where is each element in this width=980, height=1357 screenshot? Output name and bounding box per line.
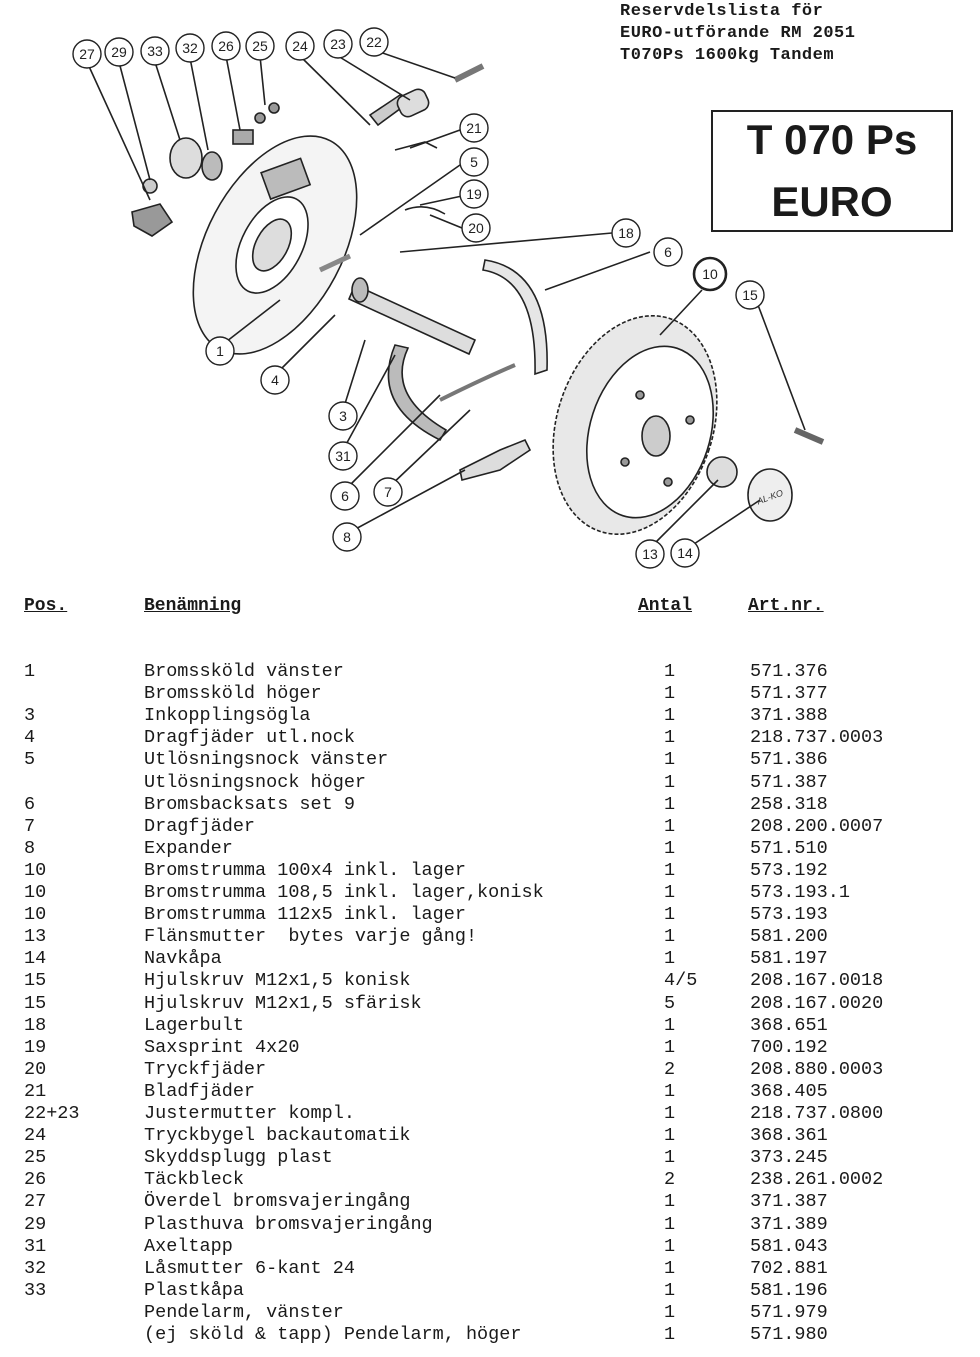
- cell-name: Axeltapp: [144, 1235, 233, 1257]
- callout-number: 31: [335, 448, 351, 464]
- cell-pos: 20: [24, 1058, 47, 1080]
- callout-number: 1: [216, 343, 224, 359]
- callout-number: 29: [111, 44, 127, 60]
- cell-qty: 1: [664, 683, 676, 705]
- cell-pos: 1: [24, 661, 36, 682]
- table-row: [0, 904, 980, 926]
- cell-art: 571.387: [750, 771, 828, 793]
- table-row: [0, 1191, 980, 1213]
- callout-number: 14: [677, 545, 693, 561]
- cell-name: Inkopplingsögla: [144, 705, 311, 727]
- table-row: [0, 993, 980, 1015]
- cell-name: Bromssköld höger: [144, 683, 322, 705]
- cell-pos: 10: [24, 859, 47, 881]
- cell-name: Skyddsplugg plast: [144, 1147, 333, 1169]
- callout-number: 33: [147, 43, 163, 59]
- cell-pos: 7: [24, 815, 36, 837]
- header-title-line-2: EURO-utförande RM 2051: [620, 24, 856, 43]
- table-row: [0, 1059, 980, 1081]
- cell-qty: 1: [664, 926, 676, 948]
- cell-name: Täckbleck: [144, 1169, 244, 1191]
- callout-number: 8: [343, 529, 351, 545]
- callout-number: 26: [218, 38, 234, 54]
- cell-pos: 13: [24, 926, 47, 948]
- table-row: [0, 727, 980, 749]
- cell-qty: 1: [664, 1103, 676, 1124]
- table-row: [0, 1214, 980, 1236]
- callout-number: 20: [468, 220, 484, 236]
- cell-qty: 1: [664, 948, 676, 970]
- header-title-line-1: Reservdelslista för: [620, 2, 824, 21]
- table-row: [0, 816, 980, 838]
- cell-pos: 10: [24, 882, 47, 903]
- cell-qty: 1: [664, 1191, 676, 1213]
- callout-number: 4: [271, 372, 279, 388]
- cell-name: Expander: [144, 837, 233, 859]
- model-name: T 070 Ps: [746, 116, 918, 163]
- cell-pos: 15: [24, 992, 47, 1014]
- cell-qty: 1: [664, 1080, 676, 1102]
- cell-name: Dragfjäder: [144, 815, 256, 837]
- cell-pos: 29: [24, 1213, 47, 1235]
- cell-name: Bromstrumma 108,5 inkl. lager,konisk: [144, 882, 544, 903]
- cell-pos: 27: [24, 1191, 47, 1213]
- cell-qty: 1: [664, 837, 676, 859]
- cell-name: Låsmutter 6-kant 24: [144, 1257, 355, 1279]
- cell-pos: 33: [24, 1279, 47, 1301]
- cell-name: (ej sköld & tapp) Pendelarm, höger: [144, 1324, 522, 1345]
- cell-art: 218.737.0003: [750, 727, 884, 749]
- table-row: [0, 1147, 980, 1169]
- cell-pos: 14: [24, 948, 47, 970]
- cell-pos: 6: [24, 793, 36, 815]
- cell-pos: 24: [24, 1125, 47, 1147]
- cell-name: Utlösningsnock vänster: [144, 749, 389, 771]
- cell-art: 371.388: [750, 705, 828, 727]
- cell-name: Tryckbygel backautomatik: [144, 1125, 411, 1147]
- cell-pos: 3: [24, 705, 36, 727]
- cell-qty: 1: [664, 1147, 676, 1169]
- cell-name: Plasthuva bromsvajeringång: [144, 1213, 433, 1235]
- table-row: [0, 1081, 980, 1103]
- cell-pos: 19: [24, 1036, 47, 1058]
- cell-art: 371.387: [750, 1191, 828, 1213]
- cell-name: Hjulskruv M12x1,5 sfärisk: [144, 992, 422, 1014]
- cable-entry-part: [132, 204, 172, 236]
- cell-qty: 1: [664, 1324, 676, 1345]
- callout-number: 22: [366, 34, 382, 50]
- column-header-pos: Pos.: [24, 596, 68, 616]
- cell-qty: 1: [664, 793, 676, 815]
- cell-qty: 1: [664, 815, 676, 837]
- cell-pos: 22+23: [24, 1103, 80, 1124]
- cell-name: Tryckfjäder: [144, 1058, 267, 1080]
- callout-number: 19: [466, 186, 482, 202]
- table-row: [0, 860, 980, 882]
- lock-nut-part: [170, 138, 202, 178]
- expander-part: [460, 440, 530, 480]
- table-row: [0, 749, 980, 771]
- brake-shoe-upper: [483, 260, 547, 374]
- cell-pos: 32: [24, 1257, 47, 1279]
- callout-number: 7: [384, 484, 392, 500]
- brake-shoe-lower: [388, 345, 446, 440]
- cell-name: Pendelarm, vänster: [144, 1301, 344, 1323]
- cell-name: Bromssköld vänster: [144, 661, 344, 682]
- cell-name: Bromstrumma 100x4 inkl. lager: [144, 859, 466, 881]
- cell-art: 368.405: [750, 1080, 828, 1102]
- callout-number: 32: [182, 40, 198, 56]
- cell-pos: 25: [24, 1147, 47, 1169]
- cell-name: Plastkåpa: [144, 1279, 244, 1301]
- cell-name: Bromsbacksats set 9: [144, 793, 355, 815]
- cell-name: Navkåpa: [144, 948, 222, 970]
- table-row: [0, 970, 980, 992]
- callout-number: 21: [466, 120, 482, 136]
- cell-qty: 1: [664, 1036, 676, 1058]
- model-variant: EURO: [771, 178, 893, 225]
- table-row: [0, 1037, 980, 1059]
- callout-number: 18: [618, 225, 634, 241]
- hub-cap-logo-text: AL-KO: [755, 487, 785, 507]
- table-row: [0, 705, 980, 727]
- table-row: [0, 838, 980, 860]
- cell-qty: 5: [664, 992, 676, 1014]
- callout-number: 13: [642, 546, 658, 562]
- cell-qty: 1: [664, 882, 676, 903]
- cell-pos: 10: [24, 904, 47, 926]
- cell-art: 573.193.1: [750, 882, 850, 903]
- cell-pos: 31: [24, 1235, 47, 1257]
- callout-number: 3: [339, 408, 347, 424]
- table-row: [0, 1103, 980, 1125]
- cell-name: Flänsmutter bytes varje gång!: [144, 926, 478, 948]
- cell-pos: 8: [24, 837, 36, 859]
- table-row: [0, 1280, 980, 1302]
- callout-number: 6: [341, 488, 349, 504]
- cell-qty: 1: [664, 749, 676, 771]
- cell-art: 218.737.0800: [750, 1103, 884, 1124]
- callout-number: 23: [330, 36, 346, 52]
- cell-qty: 1: [664, 705, 676, 727]
- cell-qty: 1: [664, 771, 676, 793]
- table-row: [0, 683, 980, 705]
- table-row: [0, 948, 980, 970]
- cell-name: Hjulskruv M12x1,5 konisk: [144, 970, 411, 992]
- cell-art: 573.192: [750, 859, 828, 881]
- cell-qty: 1: [664, 661, 676, 682]
- header-title-line-3: T070Ps 1600kg Tandem: [620, 46, 835, 65]
- cell-art: 368.361: [750, 1125, 828, 1147]
- table-row: [0, 661, 980, 683]
- table-row: [0, 926, 980, 948]
- cell-art: 573.193: [750, 904, 828, 926]
- callout-number: 6: [664, 244, 672, 260]
- cell-art: 702.881: [750, 1257, 828, 1279]
- cell-name: Bromstrumma 112x5 inkl. lager: [144, 904, 466, 926]
- cell-name: Överdel bromsvajeringång: [144, 1191, 411, 1213]
- callout-number: 15: [742, 287, 758, 303]
- cell-art: 208.200.0007: [750, 815, 884, 837]
- cell-pos: 4: [24, 727, 36, 749]
- cell-qty: 1: [664, 1301, 676, 1323]
- cell-art: 571.979: [750, 1301, 828, 1323]
- cell-qty: 1: [664, 1235, 676, 1257]
- cell-pos: 26: [24, 1169, 47, 1191]
- cell-pos: 15: [24, 970, 47, 992]
- cell-art: 571.510: [750, 837, 828, 859]
- callout-number: 5: [470, 154, 478, 170]
- cell-art: 581.196: [750, 1279, 828, 1301]
- cell-qty: 1: [664, 859, 676, 881]
- table-row: [0, 1169, 980, 1191]
- cell-art: 571.377: [750, 683, 828, 705]
- cell-art: 581.197: [750, 948, 828, 970]
- cell-qty: 1: [664, 904, 676, 926]
- table-row: [0, 772, 980, 794]
- cell-art: 571.376: [750, 661, 828, 682]
- table-row: [0, 1236, 980, 1258]
- cell-art: 371.389: [750, 1213, 828, 1235]
- cell-qty: 1: [664, 1213, 676, 1235]
- table-row: [0, 1125, 980, 1147]
- cell-art: 700.192: [750, 1036, 828, 1058]
- column-header-name: Benämning: [144, 596, 242, 616]
- table-row: [0, 1302, 980, 1324]
- cell-name: Dragfjäder utl.nock: [144, 727, 355, 749]
- cell-art: 238.261.0002: [750, 1169, 884, 1191]
- callout-number: 27: [79, 46, 95, 62]
- cell-art: 373.245: [750, 1147, 828, 1169]
- cell-name: Lagerbult: [144, 1014, 244, 1036]
- cell-art: 208.167.0018: [750, 970, 884, 992]
- cell-art: 571.386: [750, 749, 828, 771]
- cell-art: 368.651: [750, 1014, 828, 1036]
- exploded-brake-diagram: [0, 0, 980, 590]
- cell-art: 258.318: [750, 793, 828, 815]
- cell-qty: 2: [664, 1169, 676, 1191]
- cell-name: Utlösningsnock höger: [144, 771, 367, 793]
- cell-art: 571.980: [750, 1324, 828, 1345]
- cell-qty: 1: [664, 1014, 676, 1036]
- cell-art: 208.167.0020: [750, 992, 884, 1014]
- table-row: [0, 1258, 980, 1280]
- cell-qty: 1: [664, 1257, 676, 1279]
- callout-number: 24: [292, 38, 308, 54]
- table-row: [0, 1324, 980, 1346]
- column-header-qty: Antal: [638, 596, 693, 616]
- cell-qty: 1: [664, 1125, 676, 1147]
- cell-name: Saxsprint 4x20: [144, 1036, 300, 1058]
- cell-qty: 2: [664, 1058, 676, 1080]
- cell-qty: 1: [664, 727, 676, 749]
- table-row: [0, 882, 980, 904]
- cell-art: 208.880.0003: [750, 1058, 884, 1080]
- callout-number: 25: [252, 38, 268, 54]
- cell-name: Bladfjäder: [144, 1080, 256, 1102]
- cell-qty: 1: [664, 1279, 676, 1301]
- cell-pos: 18: [24, 1014, 47, 1036]
- flange-nut-part: [707, 457, 737, 487]
- cell-pos: 21: [24, 1080, 47, 1102]
- cell-qty: 4/5: [664, 970, 698, 992]
- cell-art: 581.200: [750, 926, 828, 948]
- cell-art: 581.043: [750, 1235, 828, 1257]
- wheel-bolt-part: [795, 430, 823, 442]
- callout-number: 10: [702, 266, 718, 282]
- cell-pos: 5: [24, 749, 36, 771]
- table-row: [0, 1015, 980, 1037]
- table-row: [0, 794, 980, 816]
- cell-name: Justermutter kompl.: [144, 1103, 355, 1124]
- column-header-art: Art.nr.: [748, 596, 824, 616]
